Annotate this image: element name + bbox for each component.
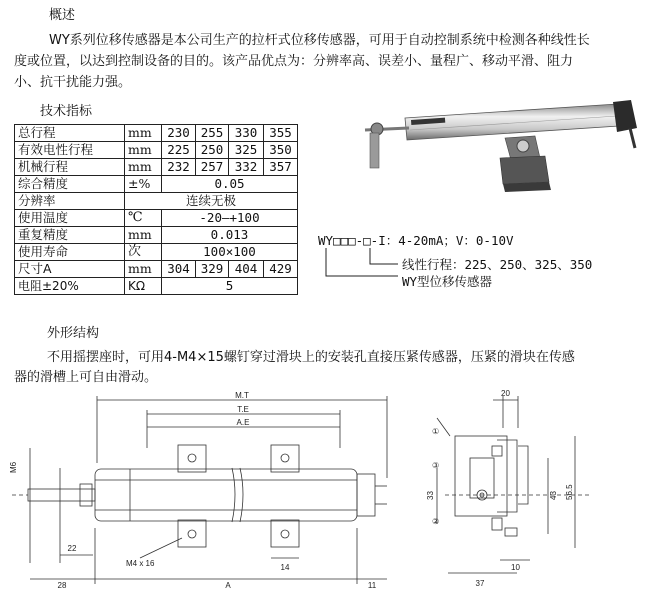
row-label: 分辨率	[15, 193, 125, 210]
row-unit: ℃	[125, 210, 162, 227]
cell-value: -20—+100	[162, 210, 298, 227]
model-type-line: WY型位移传感器	[402, 274, 493, 289]
cell-value: 329	[196, 261, 229, 278]
outline-drawing	[0, 388, 664, 602]
row-unit: KΩ	[125, 278, 162, 295]
overview-line-3: 小、抗干扰能力强。	[14, 75, 132, 90]
dim-mt: M.T	[235, 391, 249, 400]
table-row	[15, 125, 298, 142]
table-row	[15, 193, 298, 210]
row-label: 使用温度	[15, 210, 125, 227]
dim-te: T.E	[237, 405, 249, 414]
cell-value: 332	[229, 159, 264, 176]
dim-10: 10	[511, 563, 520, 572]
table-row	[15, 142, 298, 159]
cell-value: 404	[229, 261, 264, 278]
row-unit: 次	[125, 244, 162, 261]
cell-value: 257	[196, 159, 229, 176]
callout-3: ③	[432, 461, 440, 470]
row-unit: mm	[125, 142, 162, 159]
cell-value: 325	[229, 142, 264, 159]
dim-33: 33	[426, 491, 435, 500]
cell-value: 255	[196, 125, 229, 142]
table-row	[15, 176, 298, 193]
cell-value: 5	[162, 278, 298, 295]
cell-value: 357	[264, 159, 298, 176]
dim-a: A	[225, 581, 231, 590]
model-code: WY□□□-□-I：4-20mA；V：0-10V	[318, 233, 514, 248]
overview-line-2: 度或位置，以达到控制设备的目的。该产品优点为：分辨率高、误差小、量程广、移动平滑、阻力	[14, 54, 574, 69]
row-label: 尺寸A	[15, 261, 125, 278]
table-row	[15, 261, 298, 278]
row-unit: ±%	[125, 176, 162, 193]
structure-line-2: 器的滑槽上可自由滑动。	[14, 370, 158, 385]
cell-value: 330	[229, 125, 264, 142]
cell-value: 350	[264, 142, 298, 159]
dim-43: 43	[549, 491, 558, 500]
spec-heading: 技术指标	[40, 104, 93, 119]
dim-m4: M4 x 16	[126, 559, 155, 568]
table-row	[15, 159, 298, 176]
dim-28: 28	[57, 581, 67, 590]
row-label: 总行程	[15, 125, 125, 142]
cell-value: 429	[264, 261, 298, 278]
cell-value: 304	[162, 261, 196, 278]
dim-ae: A.E	[236, 418, 250, 427]
row-label: 使用寿命	[15, 244, 125, 261]
row-label: 有效电性行程	[15, 142, 125, 159]
callout-2: ②	[432, 517, 440, 526]
row-label: 综合精度	[15, 176, 125, 193]
structure-heading: 外形结构	[47, 326, 100, 341]
row-unit: mm	[125, 159, 162, 176]
cell-value: 250	[196, 142, 229, 159]
dim-56-5: 56.5	[565, 484, 574, 500]
row-unit: mm	[125, 125, 162, 142]
model-stroke-line: 线性行程：225、250、325、350	[402, 257, 593, 272]
table-row	[15, 278, 298, 295]
cell-value: 0.013	[162, 227, 298, 244]
row-unit: mm	[125, 261, 162, 278]
cell-value: 355	[264, 125, 298, 142]
row-unit: mm	[125, 227, 162, 244]
cell-value: 225	[162, 142, 196, 159]
structure-line-1: 不用摇摆座时，可用4-M4×15螺钉穿过滑块上的安装孔直接压紧传感器，压紧的滑块在传感	[47, 350, 575, 365]
spec-table	[14, 124, 298, 295]
overview-line-1: WY系列位移传感器是本公司生产的拉杆式位移传感器，可用于自动控制系统中检测各种线性长	[49, 33, 590, 48]
table-row	[15, 244, 298, 261]
dim-11: 11	[367, 581, 377, 590]
table-row	[15, 210, 298, 227]
row-label: 电阻±20%	[15, 278, 125, 295]
row-label: 机械行程	[15, 159, 125, 176]
cell-value: 230	[162, 125, 196, 142]
table-row	[15, 227, 298, 244]
dim-14: 14	[280, 563, 290, 572]
overview-heading: 概述	[49, 8, 76, 23]
cell-value: 232	[162, 159, 196, 176]
dim-22: 22	[67, 544, 77, 553]
cell-value: 0.05	[162, 176, 298, 193]
cell-value: 连续无极	[125, 193, 298, 210]
sensor-photo	[355, 100, 655, 195]
callout-1: ①	[432, 427, 440, 436]
dim-20: 20	[501, 389, 510, 398]
dim-m6: M6	[9, 461, 18, 473]
row-label: 重复精度	[15, 227, 125, 244]
cell-value: 100×100	[162, 244, 298, 261]
dim-37: 37	[475, 579, 485, 588]
